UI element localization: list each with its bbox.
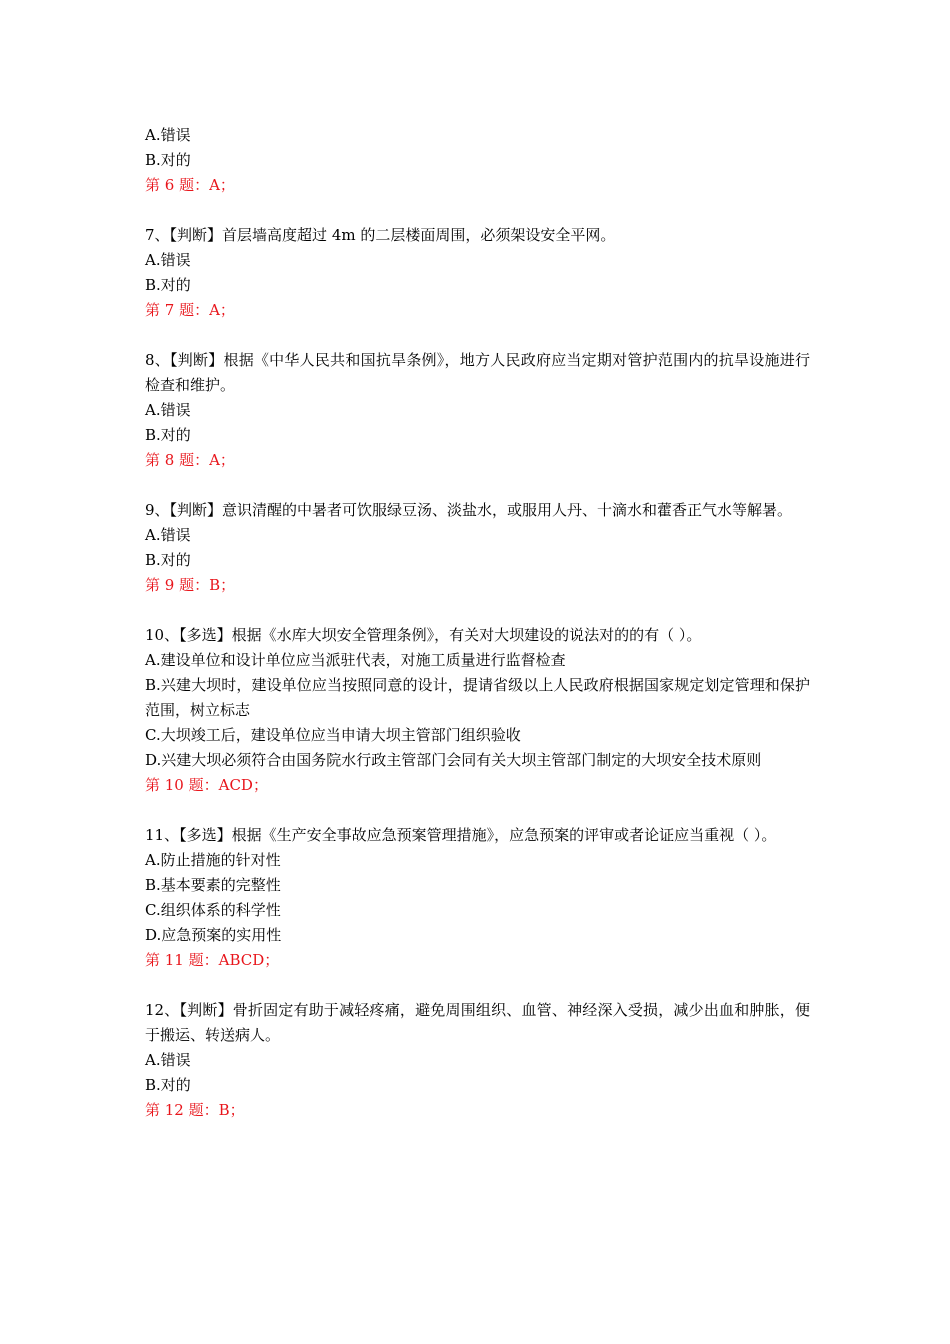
option-a: A.错误 [145,401,191,419]
option-a: A.错误 [145,526,191,544]
answer-line: 第 12 题：B； [145,1101,245,1119]
option-d: D.应急预案的实用性 [145,926,282,944]
option-c: C.组织体系的科学性 [145,901,281,919]
question-stem: 10、【多选】根据《水库大坝安全管理条例》，有关对大坝建设的说法对的的有（ ）。 [145,626,702,644]
document-page [145,123,810,1123]
question-stem: 7、【判断】首层墙高度超过 4m 的二层楼面周围，必须架设安全平网。 [145,226,616,244]
answer-line: 第 7 题：A； [145,301,235,319]
option-c: C.大坝竣工后，建设单位应当申请大坝主管部门组织验收 [145,726,521,744]
question-6-tail [145,123,810,198]
option-b: B.对的 [145,1076,191,1094]
option-b: B.对的 [145,151,191,169]
answer-line: 第 10 题：ACD； [145,776,268,794]
answer-line: 第 11 题：ABCD； [145,951,280,969]
option-b: B.对的 [145,426,191,444]
question-9 [145,498,810,598]
option-b: B.对的 [145,551,191,569]
question-8 [145,348,810,473]
question-stem: 11、【多选】根据《生产安全事故应急预案管理措施》，应急预案的评审或者论证应当重视（ ）。 [145,826,777,844]
question-7 [145,223,810,323]
option-b: B.基本要素的完整性 [145,876,281,894]
option-a: A.错误 [145,1051,191,1069]
answer-line: 第 8 题：A； [145,451,235,469]
question-12 [145,998,810,1123]
question-11 [145,823,810,973]
option-b: B.对的 [145,276,191,294]
question-stem: 12、【判断】骨折固定有助于减轻疼痛，避免周围组织、血管、神经深入受损，减少出血和肿胀，便于搬运、转送病人。 [145,1001,810,1044]
answer-line: 第 9 题：B； [145,576,236,594]
question-10 [145,623,810,798]
option-a: A.建设单位和设计单位应当派驻代表，对施工质量进行监督检查 [145,651,566,669]
option-d: D.兴建大坝必须符合由国务院水行政主管部门会同有关大坝主管部门制定的大坝安全技术原则 [145,751,762,769]
option-a: A.防止措施的针对性 [145,851,281,869]
option-a: A.错误 [145,126,191,144]
answer-line: 第 6 题：A； [145,176,235,194]
question-stem: 9、【判断】意识清醒的中暑者可饮服绿豆汤、淡盐水，或服用人丹、十滴水和藿香正气水等解暑。 [145,501,793,519]
question-stem: 8、【判断】根据《中华人民共和国抗旱条例》，地方人民政府应当定期对管护范围内的抗旱设施进行检查和维护。 [145,351,810,394]
option-a: A.错误 [145,251,191,269]
option-b: B.兴建大坝时，建设单位应当按照同意的设计，提请省级以上人民政府根据国家规定划定管理和保护范围，树立标志 [145,676,810,719]
